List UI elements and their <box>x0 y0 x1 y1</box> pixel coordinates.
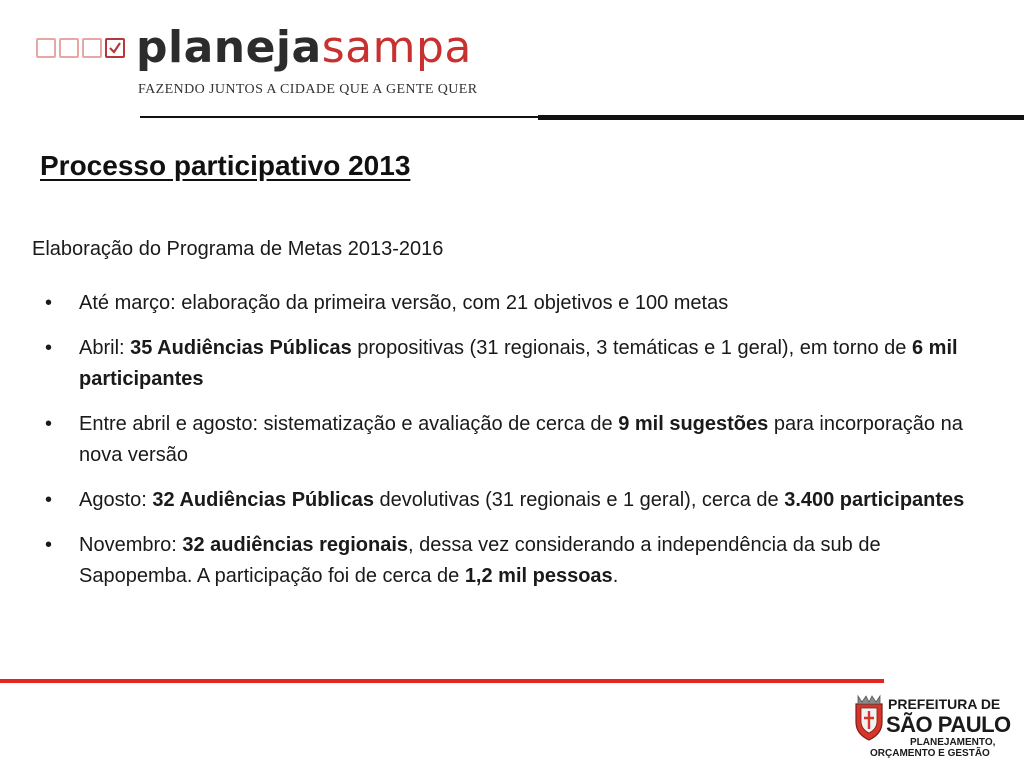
header-divider-thin <box>140 116 540 118</box>
empty-box-icon <box>59 38 79 58</box>
item-text: , dessa vez considerando a independência da sub de Sapopemba. A participação foi de cerca de <box>79 534 881 587</box>
list-item <box>45 333 995 395</box>
department-line1: PLANEJAMENTO, <box>910 737 996 748</box>
item-text: para incorporação na nova versão <box>79 413 963 466</box>
brand-wordmark <box>136 22 472 74</box>
checkbox-icons <box>36 38 125 58</box>
empty-box-icon <box>82 38 102 58</box>
list-item <box>45 409 995 471</box>
list-item <box>45 288 995 319</box>
item-text: Até março: elaboração da primeira versão, com 21 objetivos e 100 metas <box>79 292 729 314</box>
brand-part1: planeja <box>136 22 322 73</box>
tagline: FAZENDO JUNTOS A CIDADE QUE A GENTE QUER <box>138 82 478 97</box>
empty-box-icon <box>36 38 56 58</box>
item-text: Entre abril e agosto: sistematização e avaliação de cerca de <box>79 413 619 435</box>
item-text: . <box>612 565 619 587</box>
item-highlight: 32 audiências regionais <box>182 534 409 556</box>
footer-divider <box>0 679 884 683</box>
bullet-icon: • <box>45 292 53 314</box>
item-text: Agosto: <box>79 489 153 511</box>
subtitle: Elaboração do Programa de Metas 2013-2016 <box>32 238 444 260</box>
bullet-list <box>45 288 995 606</box>
list-item <box>45 485 995 516</box>
list-item <box>45 530 995 592</box>
prefeitura-line1: PREFEITURA DE <box>888 696 1001 712</box>
prefeitura-line2: SÃO PAULO <box>886 712 1011 737</box>
checked-box-icon <box>105 38 125 58</box>
planejasampa-logo <box>36 22 496 108</box>
item-highlight: 35 Audiências Públicas <box>130 337 352 359</box>
prefeitura-logo <box>852 692 1017 762</box>
item-highlight: 32 Audiências Públicas <box>152 489 374 511</box>
bullet-icon: • <box>45 413 53 435</box>
department-line2: ORÇAMENTO E GESTÃO <box>870 748 990 759</box>
item-highlight: 3.400 participantes <box>784 489 965 511</box>
bullet-icon: • <box>45 489 53 511</box>
bullet-icon: • <box>45 534 53 556</box>
item-highlight: 9 mil sugestões <box>618 413 769 435</box>
bullet-icon: • <box>45 337 53 359</box>
header-divider <box>538 115 1024 120</box>
item-text: Abril: <box>79 337 131 359</box>
coat-of-arms-icon <box>852 694 886 742</box>
item-highlight: 1,2 mil pessoas <box>464 565 613 587</box>
item-highlight: 6 mil participantes <box>79 337 958 390</box>
item-text: Novembro: <box>79 534 183 556</box>
item-text: propositivas (31 regionais, 3 temáticas e 1 geral), em torno de <box>351 337 912 359</box>
brand-part2: sampa <box>321 22 472 73</box>
item-text: devolutivas (31 regionais e 1 geral), cerca de <box>373 489 785 511</box>
page-title: Processo participativo 2013 <box>40 150 411 181</box>
